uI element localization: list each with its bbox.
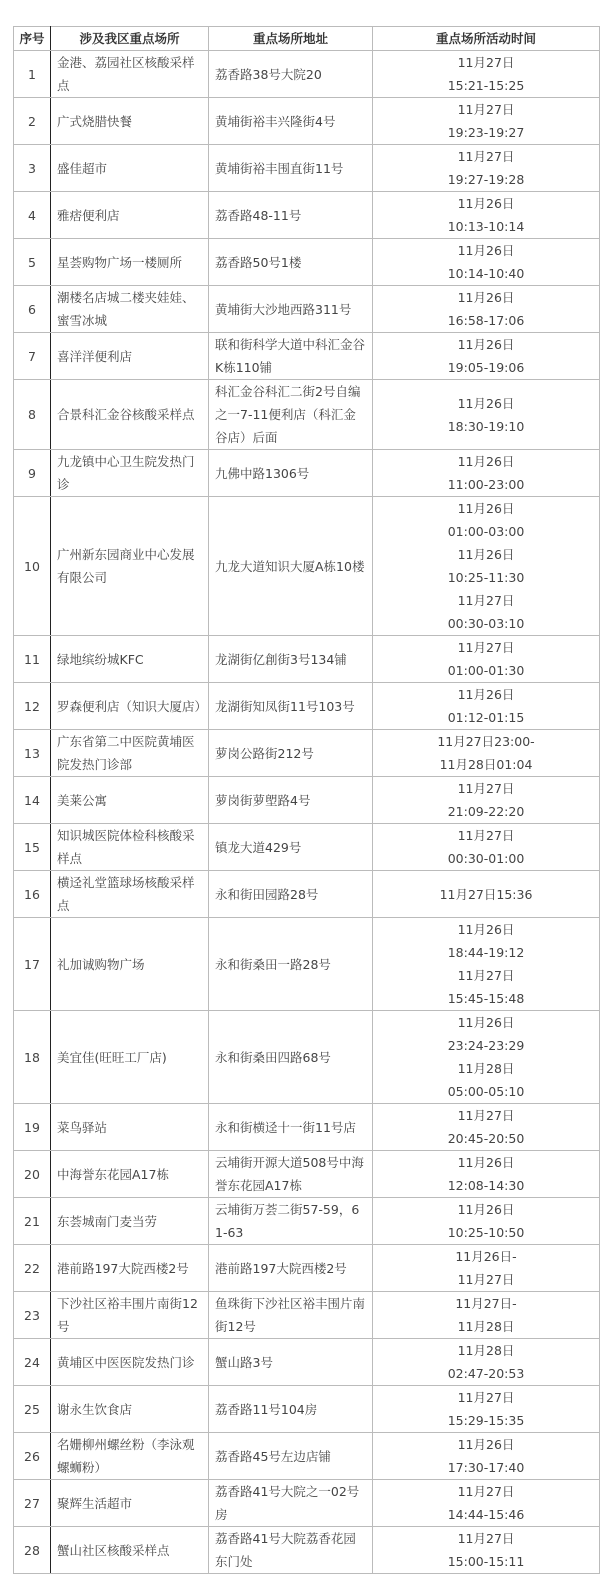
time-line: 11月26日 <box>457 687 515 702</box>
time-line: 11月26日 <box>457 196 515 211</box>
table-row <box>14 777 600 824</box>
time-line: 11月28日 <box>457 1061 515 1076</box>
time-line: 05:00-05:10 <box>447 1084 525 1099</box>
row-number: 11 <box>14 636 51 683</box>
place-name: 盛佳超市 <box>51 145 209 192</box>
row-number: 21 <box>14 1198 51 1245</box>
header-time: 重点场所活动时间 <box>373 27 600 51</box>
time-line: 11月26日 <box>457 1202 515 1217</box>
time-line: 11月27日 <box>457 593 515 608</box>
time-line: 11月26日 <box>457 290 515 305</box>
table-row <box>14 380 600 450</box>
place-name: 合景科汇金谷核酸采样点 <box>51 380 209 450</box>
row-number: 1 <box>14 51 51 98</box>
time-line: 11月28日01:04 <box>439 757 533 772</box>
time-line: 12:08-14:30 <box>447 1178 525 1193</box>
activity-time <box>373 333 600 380</box>
place-address: 永和街田园路28号 <box>209 871 373 918</box>
place-name: 广州新东园商业中心发展有限公司 <box>51 497 209 636</box>
table-row <box>14 192 600 239</box>
place-name: 雅痞便利店 <box>51 192 209 239</box>
place-name: 蟹山社区核酸采样点 <box>51 1527 209 1574</box>
time-line: 20:45-20:50 <box>447 1131 525 1146</box>
place-name: 九龙镇中心卫生院发热门诊 <box>51 450 209 497</box>
time-line: 15:00-15:11 <box>447 1554 525 1569</box>
activity-time <box>373 1386 600 1433</box>
table-row <box>14 98 600 145</box>
activity-time <box>373 777 600 824</box>
time-line: 11月26日 <box>457 501 515 516</box>
time-line: 00:30-01:00 <box>447 851 525 866</box>
row-number: 27 <box>14 1480 51 1527</box>
place-name: 知识城医院体检科核酸采样点 <box>51 824 209 871</box>
time-line: 11月27日 <box>457 1484 515 1499</box>
table-row <box>14 1104 600 1151</box>
time-line: 01:00-01:30 <box>447 663 525 678</box>
table-row <box>14 1292 600 1339</box>
time-line: 11月27日 <box>457 1108 515 1123</box>
place-name: 金港、荔园社区核酸采样点 <box>51 51 209 98</box>
time-line: 11月26日- <box>455 1249 517 1264</box>
activity-time <box>373 683 600 730</box>
row-number: 8 <box>14 380 51 450</box>
activity-time <box>373 450 600 497</box>
table-row <box>14 286 600 333</box>
place-address: 镇龙大道429号 <box>209 824 373 871</box>
activity-time <box>373 730 600 777</box>
time-line: 15:45-15:48 <box>447 991 525 1006</box>
time-line: 17:30-17:40 <box>447 1460 525 1475</box>
place-name: 潮楼名店城二楼夹娃娃、蜜雪冰城 <box>51 286 209 333</box>
activity-time <box>373 239 600 286</box>
place-address: 九龙大道知识大厦A栋10楼 <box>209 497 373 636</box>
time-line: 18:44-19:12 <box>447 945 525 960</box>
row-number: 14 <box>14 777 51 824</box>
time-line: 11月27日- <box>455 1296 517 1311</box>
place-address: 蟹山路3号 <box>209 1339 373 1386</box>
activity-time <box>373 1527 600 1574</box>
activity-time <box>373 98 600 145</box>
place-address: 永和街桑田四路68号 <box>209 1011 373 1104</box>
activity-time <box>373 145 600 192</box>
time-line: 10:14-10:40 <box>447 266 525 281</box>
table-row <box>14 1245 600 1292</box>
time-line: 11月26日 <box>457 1155 515 1170</box>
activity-time <box>373 824 600 871</box>
time-line: 11月27日 <box>457 968 515 983</box>
time-line: 10:25-10:50 <box>447 1225 525 1240</box>
time-line: 11月26日 <box>457 1015 515 1030</box>
row-number: 26 <box>14 1433 51 1480</box>
table-row <box>14 1011 600 1104</box>
place-name: 罗森便利店（知识大厦店） <box>51 683 209 730</box>
time-line: 11月26日 <box>457 922 515 937</box>
table-row <box>14 51 600 98</box>
time-line: 15:21-15:25 <box>447 78 525 93</box>
row-number: 3 <box>14 145 51 192</box>
table-row <box>14 918 600 1011</box>
row-number: 10 <box>14 497 51 636</box>
place-name: 菜鸟驿站 <box>51 1104 209 1151</box>
place-address: 荔香路11号104房 <box>209 1386 373 1433</box>
time-line: 11月27日 <box>457 55 515 70</box>
place-name: 绿地缤纷城KFC <box>51 636 209 683</box>
place-address: 黄埔街裕丰围直街11号 <box>209 145 373 192</box>
table-row <box>14 450 600 497</box>
place-address: 鱼珠街下沙社区裕丰围片南街12号 <box>209 1292 373 1339</box>
row-number: 9 <box>14 450 51 497</box>
header-address: 重点场所地址 <box>209 27 373 51</box>
row-number: 16 <box>14 871 51 918</box>
time-line: 11月26日 <box>457 547 515 562</box>
activity-time <box>373 1292 600 1339</box>
activity-time <box>373 1198 600 1245</box>
table-row <box>14 333 600 380</box>
row-number: 20 <box>14 1151 51 1198</box>
header-place: 涉及我区重点场所 <box>51 27 209 51</box>
activity-time <box>373 192 600 239</box>
row-number: 18 <box>14 1011 51 1104</box>
place-address: 荔香路38号大院20 <box>209 51 373 98</box>
time-line: 19:23-19:27 <box>447 125 525 140</box>
table-row <box>14 1527 600 1574</box>
time-line: 11月26日 <box>457 243 515 258</box>
place-name: 下沙社区裕丰围片南街12号 <box>51 1292 209 1339</box>
time-line: 11月28日 <box>457 1343 515 1358</box>
time-line: 11月27日 <box>457 1531 515 1546</box>
place-name: 美莱公寓 <box>51 777 209 824</box>
row-number: 19 <box>14 1104 51 1151</box>
place-name: 喜洋洋便利店 <box>51 333 209 380</box>
time-line: 11月26日 <box>457 337 515 352</box>
table-row <box>14 145 600 192</box>
activity-time <box>373 1480 600 1527</box>
place-name: 谢永生饮食店 <box>51 1386 209 1433</box>
time-line: 18:30-19:10 <box>447 418 525 434</box>
time-line: 10:13-10:14 <box>447 219 525 234</box>
place-address: 荔香路41号大院之一02号房 <box>209 1480 373 1527</box>
row-number: 15 <box>14 824 51 871</box>
place-address: 黄埔街裕丰兴隆街4号 <box>209 98 373 145</box>
place-address: 荔香路50号1楼 <box>209 239 373 286</box>
place-name: 美宜佳(旺旺工厂店) <box>51 1011 209 1104</box>
time-line: 11月27日 <box>457 1390 515 1405</box>
time-line: 00:30-03:10 <box>447 616 525 631</box>
time-line: 11月26日 <box>457 395 515 411</box>
time-line: 11月27日23:00- <box>437 734 535 749</box>
row-number: 7 <box>14 333 51 380</box>
time-line: 11月27日 <box>457 828 515 843</box>
table-row <box>14 683 600 730</box>
time-line: 19:05-19:06 <box>447 360 525 375</box>
row-number: 17 <box>14 918 51 1011</box>
place-name: 名姗柳州螺丝粉（李泳观螺蛳粉） <box>51 1433 209 1480</box>
activity-time <box>373 51 600 98</box>
row-number: 25 <box>14 1386 51 1433</box>
key-places-table <box>13 26 600 1574</box>
time-line: 14:44-15:46 <box>447 1507 525 1522</box>
row-number: 4 <box>14 192 51 239</box>
activity-time <box>373 871 600 918</box>
activity-time <box>373 1339 600 1386</box>
table-header-row <box>14 27 600 51</box>
activity-time <box>373 497 600 636</box>
place-address: 荔香路48-11号 <box>209 192 373 239</box>
time-line: 11月26日 <box>457 1437 515 1452</box>
row-number: 5 <box>14 239 51 286</box>
place-address: 萝岗街萝塱路4号 <box>209 777 373 824</box>
table-row <box>14 1339 600 1386</box>
activity-time <box>373 1433 600 1480</box>
time-line: 15:29-15:35 <box>447 1413 525 1428</box>
place-address: 荔香路45号左边店铺 <box>209 1433 373 1480</box>
place-address: 永和街横迳十一街11号店 <box>209 1104 373 1151</box>
place-name: 星荟购物广场一楼厕所 <box>51 239 209 286</box>
place-address: 黄埔街大沙地西路311号 <box>209 286 373 333</box>
place-address: 港前路197大院西楼2号 <box>209 1245 373 1292</box>
time-line: 01:12-01:15 <box>447 710 525 725</box>
time-line: 10:25-11:30 <box>447 570 525 585</box>
place-address: 云埔街万荟二街57-59，61-63 <box>209 1198 373 1245</box>
time-line: 19:27-19:28 <box>447 172 525 187</box>
table-row <box>14 636 600 683</box>
time-line: 16:58-17:06 <box>447 313 525 328</box>
table-row <box>14 824 600 871</box>
time-line: 11月27日 <box>457 640 515 655</box>
place-name: 广东省第二中医院黄埔医院发热门诊部 <box>51 730 209 777</box>
time-line: 11月27日 <box>457 149 515 164</box>
place-address: 科汇金谷科汇二街2号自编之一7-11便利店（科汇金谷店）后面 <box>209 380 373 450</box>
row-number: 22 <box>14 1245 51 1292</box>
place-name: 礼加诚购物广场 <box>51 918 209 1011</box>
table-row <box>14 497 600 636</box>
activity-time <box>373 636 600 683</box>
place-address: 荔香路41号大院荔香花园东门处 <box>209 1527 373 1574</box>
place-address: 龙湖街亿創街3号134铺 <box>209 636 373 683</box>
time-line: 11月28日 <box>457 1319 515 1334</box>
activity-time <box>373 380 600 450</box>
row-number: 23 <box>14 1292 51 1339</box>
table-row <box>14 730 600 777</box>
place-address: 萝岗公路街212号 <box>209 730 373 777</box>
time-line: 11:00-23:00 <box>447 477 525 492</box>
row-number: 6 <box>14 286 51 333</box>
place-address: 云埔街开源大道508号中海誉东花园A17栋 <box>209 1151 373 1198</box>
place-address: 九佛中路1306号 <box>209 450 373 497</box>
table-row <box>14 1198 600 1245</box>
time-line: 02:47-20:53 <box>447 1366 525 1381</box>
row-number: 2 <box>14 98 51 145</box>
activity-time <box>373 286 600 333</box>
activity-time <box>373 1011 600 1104</box>
row-number: 12 <box>14 683 51 730</box>
activity-time <box>373 1104 600 1151</box>
place-address: 永和街桑田一路28号 <box>209 918 373 1011</box>
place-address: 联和街科学大道中科汇金谷K栋110铺 <box>209 333 373 380</box>
time-line: 11月26日 <box>457 454 515 469</box>
activity-time <box>373 918 600 1011</box>
time-line: 11月27日 <box>457 1272 515 1287</box>
time-line: 21:09-22:20 <box>447 804 525 819</box>
time-line: 23:24-23:29 <box>447 1038 525 1053</box>
activity-time <box>373 1151 600 1198</box>
place-name: 港前路197大院西楼2号 <box>51 1245 209 1292</box>
place-address: 龙湖街知凤街11号103号 <box>209 683 373 730</box>
row-number: 24 <box>14 1339 51 1386</box>
row-number: 28 <box>14 1527 51 1574</box>
place-name: 聚辉生活超市 <box>51 1480 209 1527</box>
place-name: 中海誉东花园A17栋 <box>51 1151 209 1198</box>
time-line: 01:00-03:00 <box>447 524 525 539</box>
row-number: 13 <box>14 730 51 777</box>
time-line: 11月27日15:36 <box>439 886 533 902</box>
table-row <box>14 1480 600 1527</box>
table-row <box>14 239 600 286</box>
table-row <box>14 1433 600 1480</box>
table-row <box>14 1151 600 1198</box>
table-row <box>14 1386 600 1433</box>
table-body <box>14 51 600 1574</box>
place-name: 横迳礼堂篮球场核酸采样点 <box>51 871 209 918</box>
place-name: 黄埔区中医医院发热门诊 <box>51 1339 209 1386</box>
place-name: 东荟城南门麦当劳 <box>51 1198 209 1245</box>
place-name: 广式烧腊快餐 <box>51 98 209 145</box>
table-row <box>14 871 600 918</box>
time-line: 11月27日 <box>457 102 515 117</box>
header-seq: 序号 <box>14 27 51 51</box>
activity-time <box>373 1245 600 1292</box>
time-line: 11月27日 <box>457 781 515 796</box>
